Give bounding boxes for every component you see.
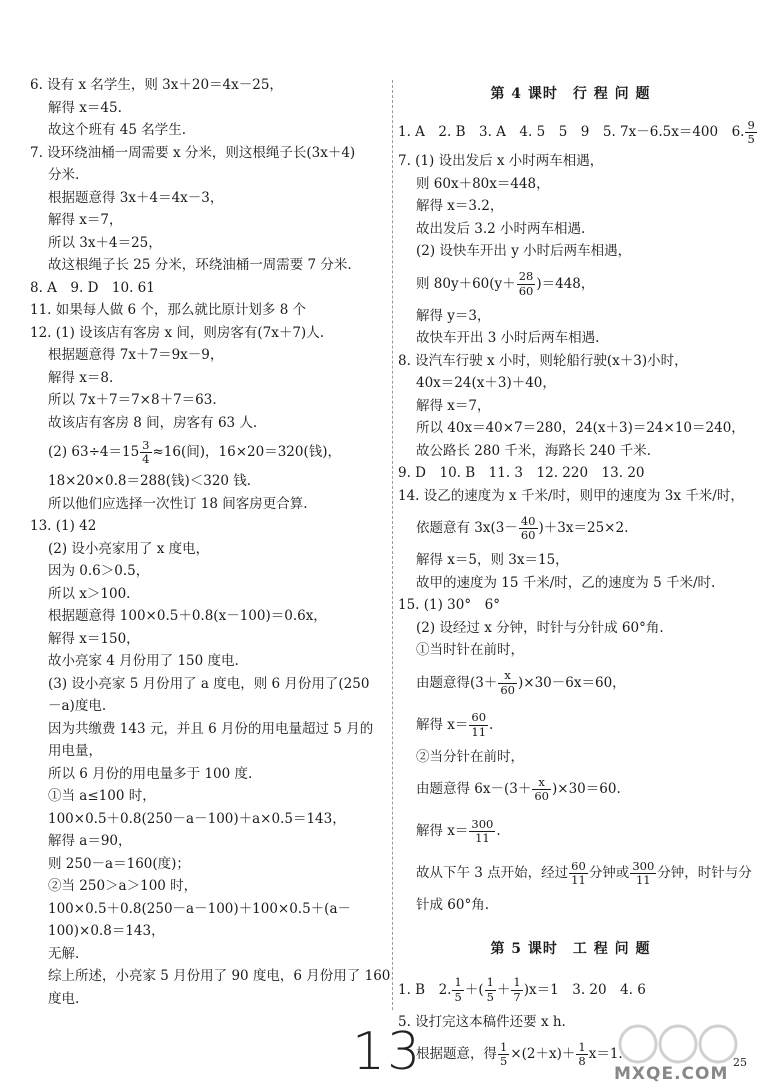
answer-line: 因为共缴费 143 元，并且 6 月份的用电量超过 5 月的: [48, 720, 374, 737]
text: 根据题意，得: [416, 1046, 497, 1062]
answer-line: 所以他们应选择一次性订 18 间客房更合算.: [48, 495, 308, 512]
section-heading-lesson-5: 第 5 课时 工 程 问 题: [490, 940, 651, 957]
text: (3＋: [470, 674, 498, 691]
numerator: 1: [513, 975, 521, 989]
fraction: [452, 977, 463, 1003]
answer-line: 40x＝24(x＋3)＋40，: [416, 375, 556, 391]
text: 解得 x＝: [416, 823, 469, 839]
answer-line-with-fraction: [398, 507, 743, 549]
text: (3－: [490, 520, 518, 536]
text: ): [552, 781, 558, 797]
answer-line-with-fraction: [398, 810, 743, 852]
answer-line: 故甲的速度为 15 千米/时，乙的速度为 5 千米/时.: [416, 574, 716, 591]
answer-line: 解得 x＝150，: [48, 630, 140, 647]
text: (3＋: [504, 781, 532, 797]
answer-line-with-fraction: [398, 704, 743, 746]
answer-line-with-fraction: [398, 662, 743, 704]
answer-line: 11. 如果每人做 6 个，那么就比原计划多 8 个: [30, 302, 307, 318]
answer-line: 故公路长 280 千米，海路长 240 千米.: [416, 442, 651, 459]
numerator: 60: [471, 710, 487, 724]
numerator: 1: [500, 1039, 508, 1054]
fraction: [498, 1039, 509, 1068]
text: 1. A 2. B 3. A 4. 5 5 9 5. 7x－6.5x＝400 6.: [398, 124, 745, 140]
numerator: x: [498, 670, 517, 684]
answer-line: ②当分针在前时，: [416, 748, 524, 765]
denominator: 11: [471, 724, 487, 739]
text: .: [496, 823, 501, 839]
numerator: 40: [520, 513, 536, 528]
answer-line: 所以 40x＝40×7＝280，24(x＋3)＝24×10＝240，: [416, 420, 745, 436]
answer-line: 5. 设打完这本稿件还要 x h.: [398, 1013, 566, 1030]
answer-line: 13. (1) 42: [30, 518, 97, 534]
denominator: 60: [500, 682, 515, 697]
text: ＋3x＝25×2.: [543, 520, 629, 536]
right-column: [398, 74, 755, 1075]
text: 依题意有 3x: [416, 520, 491, 536]
answer-line: 分米.: [48, 167, 80, 183]
answer-line-with-fraction: [398, 969, 743, 1011]
answer-line: 解得 x＝7，: [416, 397, 491, 414]
denominator: 5: [486, 989, 494, 1004]
text: ): [538, 520, 544, 536]
answer-line: 所以 6 月份的用电量多于 100 度.: [48, 765, 253, 782]
fraction: [511, 977, 522, 1003]
denominator: 5: [747, 132, 755, 146]
denominator: 5: [500, 1054, 508, 1068]
text: ×(2＋x)＋: [510, 1046, 576, 1062]
numerator: 9: [747, 117, 755, 132]
answer-line-with-fraction: [398, 114, 755, 150]
answer-line: 针成 60°角.: [416, 897, 490, 913]
fraction: [485, 977, 496, 1003]
answer-line-with-fraction: [398, 263, 743, 305]
answer-line: 解得 x＝3.2，: [416, 198, 504, 214]
fraction: [745, 117, 756, 146]
denominator: 8: [578, 1054, 586, 1068]
answer-line: 因为 0.6＞0.5，: [48, 563, 150, 579]
text: (y＋: [489, 275, 516, 292]
text: 故从下午 3 点开始，经过: [416, 865, 569, 881]
answer-line: 综上所述，小亮家 5 月份用了 90 度电，6 月份用了 160: [48, 968, 391, 984]
answer-line: 7. (1) 设出发后 x 小时两车相遇，: [398, 153, 604, 169]
answer-line: (2) 设快车开出 y 小时后两车相遇，: [416, 243, 632, 259]
answer-line-with-fraction: [398, 852, 752, 894]
fraction: [569, 858, 588, 887]
numerator: 3: [142, 437, 150, 452]
numerator: 1: [486, 975, 494, 989]
answer-line: 故这根绳子长 25 分米，环绕油桶一周需要 7 分米.: [48, 257, 352, 273]
text: 分钟，时针与分: [657, 865, 752, 881]
answer-line: 7. 设环绕油桶一周需要 x 分米，则这根绳子长(3x＋4): [30, 144, 356, 161]
answer-line: 18×20×0.8＝288(钱)＜320 钱.: [48, 473, 252, 489]
text: 1. B 2.: [398, 981, 452, 998]
answer-line: 用电量，: [48, 743, 102, 759]
answer-line: 根据题意得 7x＋7＝9x－9，: [48, 347, 224, 363]
answer-line: (3) 设小亮家 5 月份用了 a 度电，则 6 月份用了(250: [48, 675, 370, 692]
answer-line: ②当 250＞a＞100 时，: [48, 878, 198, 894]
text: 则 80y＋60: [416, 275, 490, 292]
text: (2) 63÷4＝15: [48, 444, 140, 460]
fraction: [498, 670, 517, 696]
column-divider: [392, 80, 393, 1010]
watermark-text: MXQE.COM: [614, 1064, 729, 1084]
answer-line: 所以 7x＋7＝7×8＋7＝63.: [48, 392, 217, 408]
answer-line: ①当时针在前时，: [416, 642, 524, 658]
page-mark: 13: [352, 1022, 423, 1082]
text: .: [489, 716, 494, 733]
answer-line: 则 60x＋80x＝448，: [416, 175, 550, 192]
answer-line: 100×0.5＋0.8(250－a－100)＋100×0.5＋(a－: [48, 900, 351, 917]
answer-line: 15. (1) 30° 6°: [398, 597, 500, 613]
answer-line: 故出发后 3.2 小时两车相遇.: [416, 220, 586, 237]
answer-line: 8. A 9. D 10. 61: [30, 279, 155, 296]
fraction: [140, 437, 151, 466]
answer-line: (2) 设小亮家用了 x 度电，: [48, 540, 210, 557]
answer-line: 解得 x＝7，: [48, 212, 123, 228]
text: 解得 x＝: [416, 716, 469, 733]
numerator: x: [532, 777, 551, 791]
answer-line: 100×0.5＋0.8(250－a－100)＋a×0.5＝143，: [48, 810, 346, 827]
text: ×30＝60.: [557, 781, 621, 797]
fraction: [532, 774, 551, 803]
section-heading-lesson-4: 第 4 课时 行 程 问 题: [490, 86, 651, 102]
text: 由题意得: [416, 674, 470, 691]
answer-line: 8. 设汽车行驶 x 小时，则轮船行驶(x＋3)小时，: [398, 352, 688, 369]
left-column: [30, 74, 391, 1010]
text: ): [523, 981, 530, 998]
answer-line: 故小亮家 4 月份用了 150 度电.: [48, 653, 239, 669]
answer-line: 所以 3x＋4＝25，: [48, 234, 162, 251]
answer-line: (2) 设经过 x 分钟，时针与分针成 60°角.: [416, 619, 664, 636]
answer-line: 根据题意得 3x＋4＝4x－3，: [48, 189, 224, 206]
answer-line: 故这个班有 45 名学生.: [48, 122, 187, 138]
numerator: 300: [471, 816, 494, 831]
answer-line-with-fraction: [30, 434, 382, 470]
answer-line: ①当 a≤100 时，: [48, 788, 156, 804]
text: ＋: [464, 981, 479, 998]
denominator: 7: [513, 989, 521, 1004]
text: x＝1.: [588, 1046, 623, 1062]
numerator: 60: [571, 858, 586, 873]
text: ×30－6x＝60，: [523, 674, 626, 691]
fraction: [519, 513, 538, 542]
denominator: 5: [454, 989, 462, 1004]
answer-line: 100)×0.8＝143，: [48, 923, 165, 939]
answer-line: 根据题意得 100×0.5＋0.8(x－100)＝0.6x，: [48, 608, 327, 624]
answer-line: 14. 设乙的速度为 x 千米/时，则甲的速度为 3x 千米/时，: [398, 487, 744, 504]
text: ): [518, 674, 524, 691]
numerator: 28: [518, 269, 534, 283]
fraction: [630, 858, 656, 887]
text: 由题意得 6x－: [416, 781, 504, 797]
denominator: 11: [635, 873, 651, 887]
numerator: 300: [632, 858, 655, 873]
answer-line: 无解.: [48, 945, 80, 962]
answer-line: －a)度电.: [48, 698, 107, 714]
denominator: 60: [534, 789, 549, 803]
answer-line: 故快车开出 3 小时后两车相遇.: [416, 330, 600, 346]
page-number: 25: [733, 1056, 747, 1069]
denominator: 11: [475, 831, 490, 845]
text: ≈16(间)，16×20＝320(钱)，: [152, 444, 341, 460]
answer-line: 解得 a＝90，: [48, 833, 132, 849]
denominator: 60: [518, 283, 534, 298]
answer-line: 12. (1) 设该店有客房 x 间，则房客有(7x＋7)人.: [30, 324, 324, 341]
denominator: 60: [520, 528, 536, 542]
answer-line: 解得 y＝3，: [416, 307, 491, 324]
fraction: [469, 712, 488, 738]
answer-line: 6. 设有 x 名学生，则 3x＋20＝4x－25，: [30, 77, 283, 93]
denominator: 4: [142, 452, 150, 466]
numerator: 1: [578, 1039, 586, 1054]
answer-line: 解得 x＝8.: [48, 369, 114, 386]
answer-line: 9. D 10. B 11. 3 12. 220 13. 20: [398, 465, 645, 481]
answer-line: 度电.: [48, 990, 80, 1007]
fraction: [469, 816, 495, 845]
answer-line: 解得 x＝5，则 3x＝15，: [416, 552, 569, 568]
text: 分钟或: [588, 865, 630, 881]
text: (: [478, 981, 484, 998]
fraction: [517, 271, 536, 297]
numerator: 1: [454, 975, 462, 989]
text: x＝1 3. 20 4. 6: [529, 981, 646, 998]
fraction: [576, 1039, 587, 1068]
answer-line: 所以 x＞100.: [48, 585, 131, 602]
answer-line: 故该店有客房 8 间，房客有 63 人.: [48, 414, 258, 431]
answer-line-with-fraction: [398, 768, 743, 810]
answer-line: 解得 x＝45.: [48, 99, 122, 116]
answer-line: 则 250－a＝160(度)；: [48, 855, 190, 872]
text: ＝448，: [541, 275, 595, 292]
denominator: 11: [571, 873, 586, 887]
text: ＋: [496, 981, 511, 998]
text: ): [536, 275, 542, 292]
